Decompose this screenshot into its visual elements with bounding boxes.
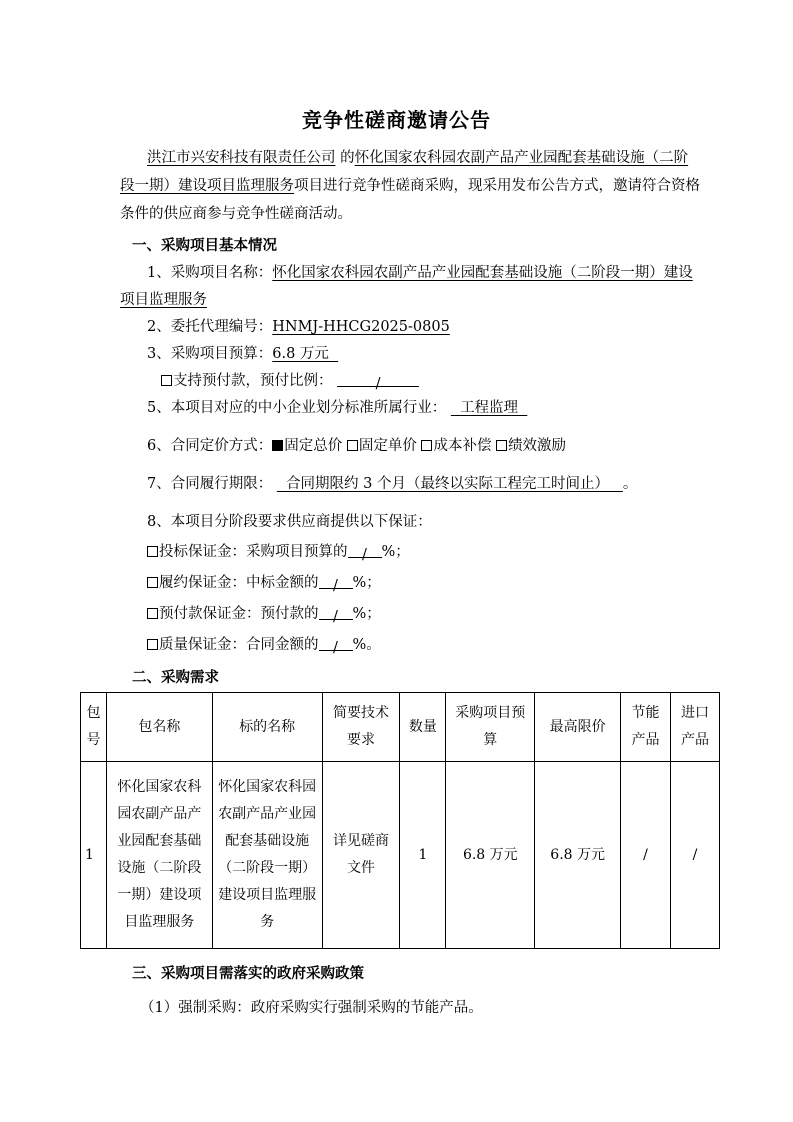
advance-payment <box>161 367 419 395</box>
item7-value <box>277 476 623 492</box>
item5-value-text: 工程监理 <box>460 400 519 416</box>
option-fixed-unit: 固定单价 <box>358 438 417 454</box>
table-cell: 怀化国家农科园农副产品产业园配套基础设施（二阶段一期）建设项目监理服务 <box>106 762 212 949</box>
checkbox-empty-icon <box>147 608 158 619</box>
guarantee-bid-value: / <box>348 541 382 558</box>
table-cell: 怀化国家农科园农副产品产业园配套基础设施（二阶段一期）建设项目监理服务 <box>212 762 322 949</box>
header-cell: 简要技术要求 <box>322 693 400 762</box>
guarantee-bid-label: 投标保证金：采购项目预算的 <box>159 544 348 560</box>
document-title: 竞争性磋商邀请公告 <box>302 108 491 132</box>
header-cell: 包名称 <box>106 693 212 762</box>
table-header-row <box>81 693 720 762</box>
item1-cont <box>120 286 207 314</box>
section2-heading: 二、采购需求 <box>132 670 219 686</box>
item2-label: 2、委托代理编号： <box>147 319 273 335</box>
table-cell: / <box>621 762 671 949</box>
guarantee-performance-suffix: %； <box>352 575 381 591</box>
item1 <box>147 259 693 287</box>
intro-line-2 <box>120 172 700 200</box>
guarantee-advance-value: / <box>319 603 353 620</box>
section3-heading: 三、采购项目需落实的政府采购政策 <box>132 966 364 982</box>
guarantee-bid-suffix: %； <box>381 544 410 560</box>
intro-project: 怀化国家农科园农副产品产业园配套基础设施（二阶 <box>354 150 689 166</box>
guarantee-bid <box>147 538 410 566</box>
header-cell: 最高限价 <box>535 693 621 762</box>
guarantee-quality-value: / <box>319 634 353 651</box>
item5-label: 5、本项目对应的中小企业划分标准所属行业： <box>147 400 447 416</box>
option-performance: 绩效激励 <box>508 438 567 454</box>
advance-value: / <box>337 370 419 387</box>
guarantee-quality-suffix: %。 <box>352 637 381 653</box>
item6-label: 6、合同定价方式： <box>147 438 273 454</box>
option-cost-comp: 成本补偿 <box>433 438 492 454</box>
item6 <box>147 432 566 460</box>
header-cell: 采购项目预算 <box>446 693 535 762</box>
guarantee-advance-suffix: %； <box>352 606 381 622</box>
checkbox-empty-icon <box>347 440 358 451</box>
guarantee-performance <box>147 569 381 597</box>
table-cell: 1 <box>400 762 446 949</box>
item7-value-text: 合同期限约 3 个月（最终以实际工程完工时间止） <box>286 476 610 492</box>
checkbox-empty-icon <box>496 440 507 451</box>
table-cell: 详见磋商文件 <box>322 762 400 949</box>
item2-value: HNMJ-HHCG2025-0805 <box>272 319 450 335</box>
option-fixed-total: 固定总价 <box>284 438 343 454</box>
item2 <box>147 313 450 341</box>
table-cell: 6.8 万元 <box>535 762 621 949</box>
header-cell: 节能产品 <box>621 693 671 762</box>
item3-label: 3、采购项目预算： <box>147 346 273 362</box>
item5 <box>147 394 527 422</box>
intro-rest: 项目进行竞争性磋商采购，现采用发布公告方式，邀请符合资格 <box>294 178 700 194</box>
guarantee-performance-value: / <box>319 572 353 589</box>
section3-item1: （1）强制采购：政府采购实行强制采购的节能产品。 <box>140 1000 483 1016</box>
item1-value: 怀化国家农科园农副产品产业园配套基础设施（二阶段一期）建设 <box>272 265 693 281</box>
intro-company: 洪江市兴安科技有限责任公司 <box>147 150 336 166</box>
table-cell: 6.8 万元 <box>446 762 535 949</box>
intro-project-cont: 段一期）建设项目监理服务 <box>120 178 294 194</box>
guarantee-performance-label: 履约保证金：中标金额的 <box>159 575 319 591</box>
checkbox-empty-icon <box>147 639 158 650</box>
table-cell: / <box>670 762 719 949</box>
guarantee-quality-label: 质量保证金：合同金额的 <box>159 637 319 653</box>
item7-label: 7、合同履行期限： <box>147 476 273 492</box>
intro-line-1 <box>147 144 688 172</box>
advance-label: 支持预付款，预付比例： <box>173 373 333 389</box>
item3 <box>147 340 338 368</box>
guarantee-advance-label: 预付款保证金：预付款的 <box>159 606 319 622</box>
item7-end: 。 <box>622 476 638 492</box>
section1-heading: 一、采购项目基本情况 <box>132 238 277 254</box>
item1-label: 1、采购项目名称： <box>147 265 273 281</box>
guarantee-quality <box>147 631 381 659</box>
guarantee-advance <box>147 600 381 628</box>
table-cell: 1 <box>81 762 107 949</box>
item5-value <box>451 400 527 416</box>
intro-line-3: 条件的供应商参与竞争性磋商活动。 <box>120 206 352 222</box>
header-cell: 标的名称 <box>212 693 322 762</box>
checkbox-empty-icon <box>421 440 432 451</box>
checkbox-empty-icon <box>147 577 158 588</box>
requirements-table <box>80 692 720 949</box>
item7 <box>147 470 637 498</box>
advance-checkbox-icon <box>161 375 172 386</box>
item1-value-cont: 项目监理服务 <box>120 292 207 308</box>
table-row <box>81 762 720 949</box>
header-cell: 数量 <box>400 693 446 762</box>
checkbox-checked-icon <box>272 440 283 451</box>
header-cell: 进口产品 <box>670 693 719 762</box>
item8: 8、本项目分阶段要求供应商提供以下保证： <box>147 514 432 530</box>
item3-value: 6.8 万元 <box>272 346 329 362</box>
checkbox-empty-icon <box>147 546 158 557</box>
intro-mid: 的 <box>340 150 355 166</box>
header-cell: 包号 <box>81 693 107 762</box>
